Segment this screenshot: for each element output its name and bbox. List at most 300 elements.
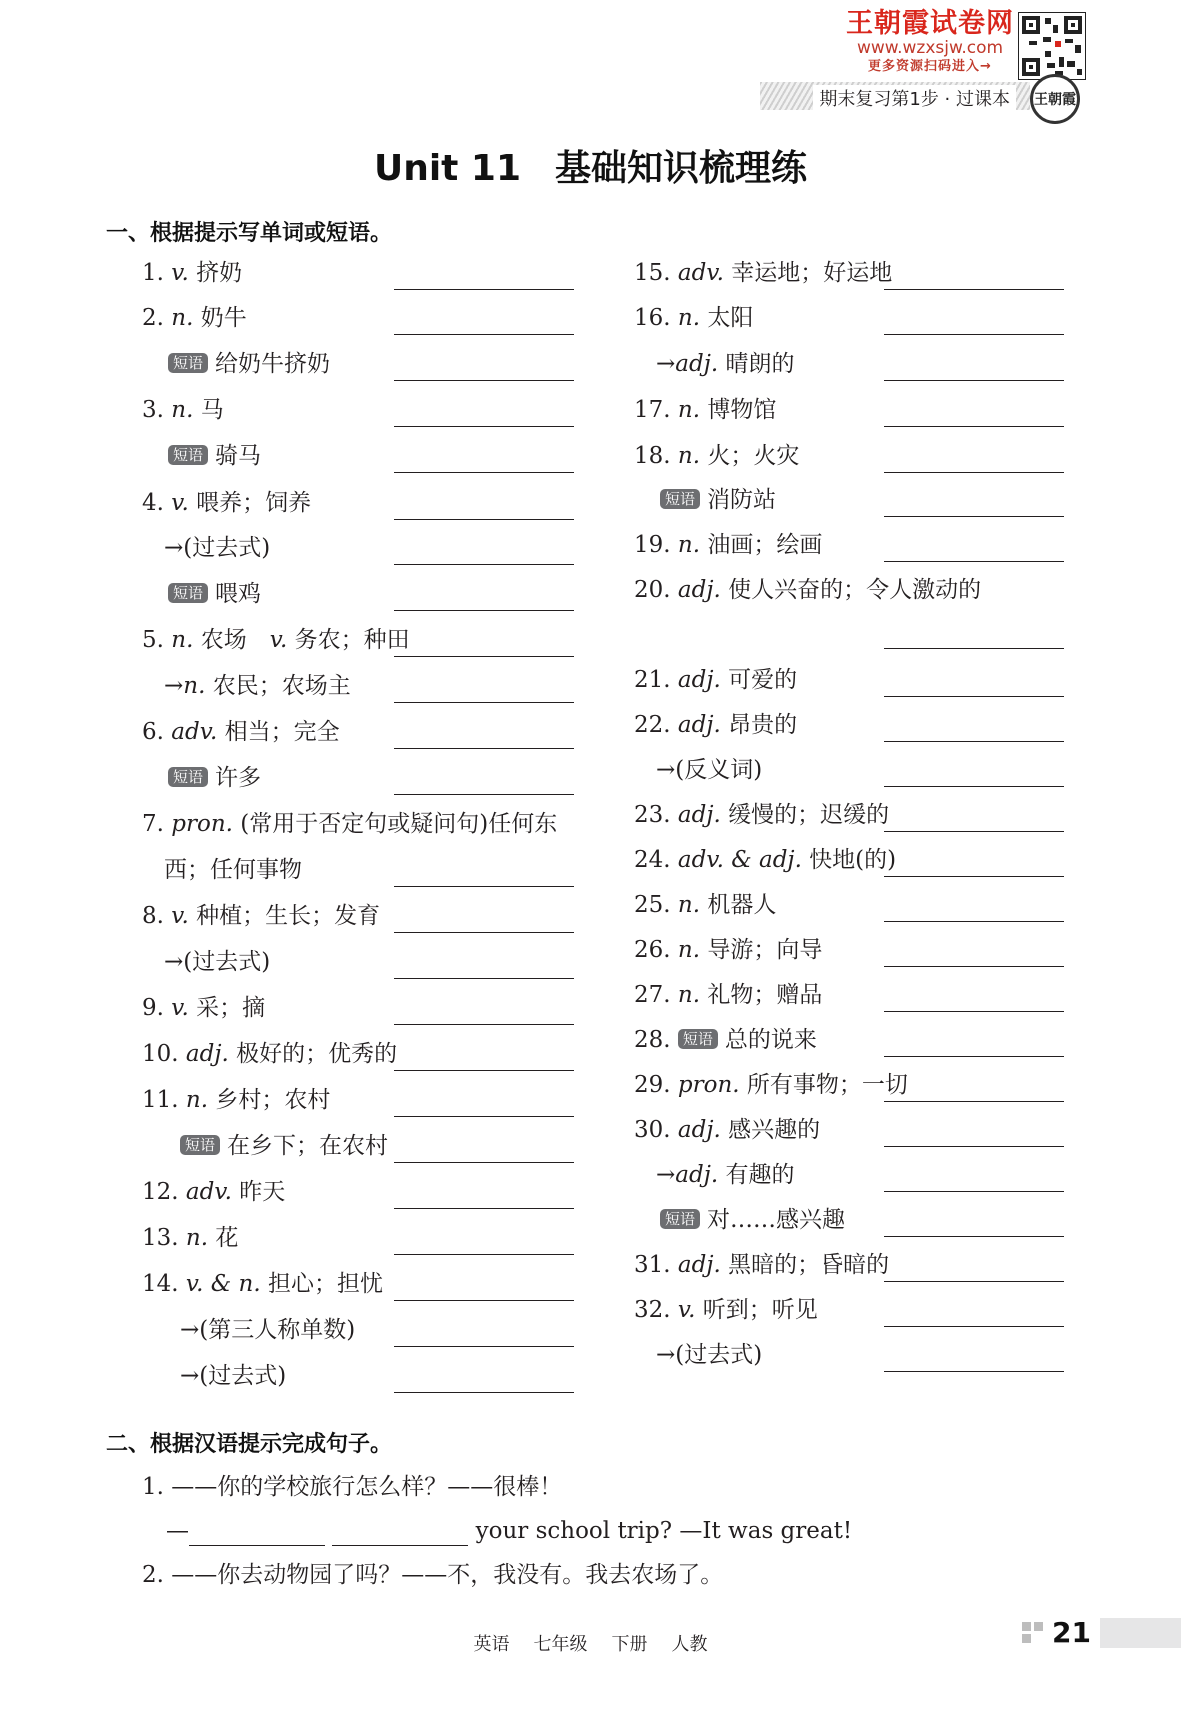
item-label bbox=[634, 575, 981, 605]
part-of-speech: adv. & adj. bbox=[677, 847, 802, 873]
section-1-heading: 一、根据提示写单词或短语。 bbox=[106, 221, 393, 246]
item-meaning: 采；摘 bbox=[188, 995, 266, 1021]
phrase-badge: 短语 bbox=[180, 1135, 220, 1155]
item-meaning: 有趣的 bbox=[718, 1162, 795, 1188]
item-label bbox=[634, 665, 797, 695]
answer-blank[interactable] bbox=[884, 966, 1064, 967]
item-meaning: →(反义词) bbox=[656, 757, 763, 783]
footer-grade: 七年级 bbox=[533, 1634, 588, 1655]
answer-blank[interactable] bbox=[394, 1392, 574, 1393]
answer-blank[interactable] bbox=[884, 741, 1064, 742]
item-meaning: →(第三人称单数) bbox=[180, 1317, 356, 1343]
list-item bbox=[634, 845, 1064, 875]
part-of-speech: adv. bbox=[677, 260, 724, 286]
answer-blank[interactable] bbox=[394, 978, 574, 979]
item-label bbox=[142, 1085, 330, 1115]
answer-blank[interactable] bbox=[884, 1191, 1064, 1192]
answer-blank[interactable] bbox=[884, 289, 1064, 290]
item-label bbox=[142, 993, 265, 1023]
answer-blank[interactable] bbox=[884, 426, 1064, 427]
part-of-speech: n. bbox=[677, 532, 701, 558]
part-of-speech: v. bbox=[171, 490, 189, 516]
item-label bbox=[142, 1223, 238, 1253]
part-of-speech: v. bbox=[171, 995, 189, 1021]
item-number: 17. bbox=[634, 397, 678, 423]
list-item bbox=[168, 349, 574, 379]
footer-edition: 人教 bbox=[671, 1634, 708, 1655]
item-label bbox=[634, 395, 776, 425]
answer-blank[interactable] bbox=[394, 748, 574, 749]
item-meaning: 导游；向导 bbox=[700, 937, 823, 963]
item-label bbox=[142, 1269, 383, 1299]
answer-blank[interactable] bbox=[394, 1254, 574, 1255]
item-number: 19. bbox=[634, 532, 678, 558]
page-bar bbox=[1100, 1618, 1181, 1648]
item-meaning: 喂鸡 bbox=[215, 581, 262, 607]
list-item bbox=[634, 1115, 1064, 1145]
part-of-speech: adj. bbox=[677, 802, 721, 828]
phrase-badge: 短语 bbox=[678, 1029, 718, 1049]
part-of-speech: pron. bbox=[171, 811, 233, 837]
answer-blank[interactable] bbox=[394, 886, 574, 887]
item-number: 16. bbox=[634, 305, 678, 331]
qr-code-icon[interactable] bbox=[1018, 12, 1086, 80]
part-of-speech: adj. bbox=[677, 667, 721, 693]
list-item bbox=[634, 395, 1064, 425]
question-1-english bbox=[166, 1516, 852, 1546]
seal-text: 王朝霞 bbox=[1034, 92, 1076, 108]
item-label bbox=[142, 625, 410, 655]
part-of-speech: n. bbox=[183, 673, 206, 699]
item-meaning: 昨天 bbox=[231, 1179, 286, 1205]
answer-blank[interactable] bbox=[884, 1011, 1064, 1012]
item-meaning: →(过去式) bbox=[656, 1342, 763, 1368]
item-label bbox=[656, 349, 794, 379]
list-item bbox=[634, 303, 1064, 333]
list-item bbox=[634, 1295, 1064, 1325]
list-item bbox=[656, 755, 1064, 785]
part-of-speech: pron. bbox=[677, 1072, 740, 1098]
item-meaning: 可爱的 bbox=[720, 667, 798, 693]
item-meaning: 缓慢的；迟缓的 bbox=[720, 802, 890, 828]
item-label bbox=[634, 1115, 820, 1145]
q1-suffix: your school trip? —It was great! bbox=[468, 1518, 853, 1544]
item-meaning: 马 bbox=[193, 397, 224, 423]
answer-blank[interactable] bbox=[884, 516, 1064, 517]
item-number: 8. bbox=[142, 903, 172, 929]
item-meaning: 种植；生长；发育 bbox=[188, 903, 381, 929]
item-label bbox=[168, 763, 261, 793]
answer-blank[interactable] bbox=[394, 1346, 574, 1347]
answer-blank[interactable] bbox=[884, 380, 1064, 381]
answer-blank[interactable] bbox=[884, 1146, 1064, 1147]
item-label bbox=[660, 1205, 845, 1235]
list-item bbox=[142, 1039, 574, 1069]
item-meaning: 骑马 bbox=[215, 443, 262, 469]
item-number: 7. bbox=[142, 811, 172, 837]
brand-name: 王朝霞试卷网 bbox=[846, 8, 1014, 39]
part-of-speech: adj. bbox=[675, 1162, 719, 1188]
list-item bbox=[142, 809, 574, 839]
item-number: 32. bbox=[634, 1297, 678, 1323]
item-meaning: 农场 bbox=[193, 627, 270, 653]
answer-blank[interactable] bbox=[884, 334, 1064, 335]
item-meaning: 在乡下；在农村 bbox=[227, 1133, 389, 1159]
step-label: 期末复习第1步 · 过课本 bbox=[813, 85, 1016, 111]
item-label bbox=[634, 935, 822, 965]
answer-blank[interactable] bbox=[394, 1208, 574, 1209]
seal-logo bbox=[1030, 74, 1080, 124]
item-number: 4. bbox=[142, 490, 172, 516]
list-item bbox=[634, 710, 1064, 740]
item-label bbox=[634, 980, 822, 1010]
item-label bbox=[180, 1131, 388, 1161]
part-of-speech: adj. bbox=[677, 577, 721, 603]
item-label bbox=[142, 303, 247, 333]
item-number: 21. bbox=[634, 667, 678, 693]
item-number: 5. bbox=[142, 627, 172, 653]
answer-blank[interactable] bbox=[394, 1116, 574, 1117]
list-item bbox=[168, 763, 574, 793]
item-meaning: 许多 bbox=[215, 765, 262, 791]
item-meaning: 相当；完全 bbox=[217, 719, 340, 745]
part-of-speech: adj. bbox=[677, 1117, 721, 1143]
answer-blank[interactable] bbox=[394, 426, 574, 427]
item-meaning: 博物馆 bbox=[700, 397, 777, 423]
list-item bbox=[142, 395, 574, 425]
list-item bbox=[142, 1177, 574, 1207]
list-item bbox=[656, 1160, 1064, 1190]
item-number: 24. bbox=[634, 847, 678, 873]
part-of-speech: n. bbox=[677, 397, 701, 423]
title-name: 基础知识梳理练 bbox=[555, 148, 808, 189]
footer bbox=[0, 1630, 1181, 1656]
answer-blank[interactable] bbox=[332, 1521, 468, 1546]
part-of-speech: n. bbox=[677, 892, 701, 918]
part-of-speech: adj. bbox=[677, 1252, 721, 1278]
arrow-icon: → bbox=[164, 673, 184, 699]
item-meaning: →(过去式) bbox=[180, 1363, 287, 1389]
item-number: 20. bbox=[634, 577, 678, 603]
item-label bbox=[142, 901, 380, 931]
item-meaning: 快地(的) bbox=[801, 847, 897, 873]
list-item bbox=[142, 303, 574, 333]
brand-block bbox=[845, 10, 1015, 73]
item-label bbox=[142, 1039, 397, 1069]
item-meaning: 太阳 bbox=[700, 305, 754, 331]
item-label bbox=[660, 485, 776, 515]
item-label bbox=[656, 1340, 762, 1370]
page-number: 21 bbox=[1052, 1616, 1091, 1649]
item-number: 15. bbox=[634, 260, 678, 286]
answer-blank[interactable] bbox=[884, 561, 1064, 562]
answer-blank[interactable] bbox=[394, 610, 574, 611]
list-item bbox=[656, 1340, 1064, 1370]
part-of-speech: v. bbox=[171, 260, 189, 286]
item-label bbox=[634, 890, 776, 920]
item-number: 25. bbox=[634, 892, 678, 918]
item-label bbox=[634, 1025, 817, 1055]
item-meaning: 挤奶 bbox=[188, 260, 243, 286]
part-of-speech: adj. bbox=[675, 351, 719, 377]
answer-blank[interactable] bbox=[884, 876, 1064, 877]
item-label bbox=[634, 1070, 908, 1100]
item-meaning: 喂养；饲养 bbox=[188, 490, 312, 516]
item-number: 18. bbox=[634, 443, 678, 469]
item-meaning: 总的说来 bbox=[724, 1027, 817, 1053]
item-label bbox=[168, 441, 261, 471]
part-of-speech: v. bbox=[269, 627, 288, 653]
list-item bbox=[142, 717, 574, 747]
item-meaning: 晴朗的 bbox=[718, 351, 795, 377]
item-label bbox=[634, 800, 889, 830]
item-label bbox=[634, 1295, 818, 1325]
list-item bbox=[634, 575, 1064, 605]
item-label bbox=[164, 533, 270, 563]
list-item bbox=[142, 488, 574, 518]
brand-url[interactable]: www.wzxsjw.com bbox=[856, 38, 1004, 58]
list-item bbox=[164, 947, 574, 977]
step-banner bbox=[760, 82, 1030, 110]
part-of-speech: v. bbox=[171, 903, 189, 929]
item-meaning: 乡村；农村 bbox=[208, 1087, 331, 1113]
item-label bbox=[142, 488, 311, 518]
item-label bbox=[168, 579, 261, 609]
item-number: 12. bbox=[142, 1179, 186, 1205]
list-item bbox=[180, 1361, 574, 1391]
unit-label: Unit 11 bbox=[373, 148, 522, 189]
item-number: 6. bbox=[142, 719, 172, 745]
item-number: 27. bbox=[634, 982, 678, 1008]
section-2-heading: 二、根据汉语提示完成句子。 bbox=[106, 1432, 393, 1457]
item-meaning: 所有事物；一切 bbox=[739, 1072, 908, 1098]
item-number: 28. bbox=[634, 1027, 678, 1053]
answer-blank[interactable] bbox=[884, 921, 1064, 922]
part-of-speech: n. bbox=[677, 937, 701, 963]
item-meaning: 火；火灾 bbox=[700, 443, 800, 469]
item-number: 10. bbox=[142, 1041, 186, 1067]
item-number: 9. bbox=[142, 995, 172, 1021]
item-label bbox=[142, 1177, 285, 1207]
item-label bbox=[656, 1160, 794, 1190]
part-of-speech: v. bbox=[677, 1297, 696, 1323]
answer-blank[interactable] bbox=[884, 1326, 1064, 1327]
answer-blank[interactable] bbox=[189, 1521, 325, 1546]
answer-blank[interactable] bbox=[394, 702, 574, 703]
list-item bbox=[634, 665, 1064, 695]
answer-blank[interactable] bbox=[884, 648, 1064, 649]
answer-blank[interactable] bbox=[884, 1236, 1064, 1237]
item-number: 13. bbox=[142, 1225, 186, 1251]
list-item bbox=[168, 441, 574, 471]
item-number: 29. bbox=[634, 1072, 678, 1098]
list-item bbox=[634, 1250, 1064, 1280]
item-label bbox=[634, 845, 896, 875]
item-number: 14. bbox=[142, 1271, 186, 1297]
item-meaning: 花 bbox=[208, 1225, 239, 1251]
item-meaning: 听到；听见 bbox=[695, 1297, 818, 1323]
list-item bbox=[164, 533, 574, 563]
list-item bbox=[164, 855, 574, 885]
item-meaning: 给奶牛挤奶 bbox=[215, 351, 331, 377]
part-of-speech: adj. bbox=[677, 712, 721, 738]
item-meaning: 西；任何事物 bbox=[164, 857, 302, 883]
item-label bbox=[142, 258, 242, 288]
item-number: 31. bbox=[634, 1252, 678, 1278]
answer-blank[interactable] bbox=[884, 696, 1064, 697]
footer-subject: 英语 bbox=[473, 1634, 510, 1655]
scan-hint: 更多资源扫码进入→ bbox=[868, 59, 992, 74]
item-meaning: 务农；种田 bbox=[287, 627, 410, 653]
item-label bbox=[634, 1250, 889, 1280]
list-item bbox=[634, 980, 1064, 1010]
answer-blank[interactable] bbox=[884, 786, 1064, 787]
answer-blank[interactable] bbox=[394, 1024, 574, 1025]
item-meaning: 农民；农场主 bbox=[205, 673, 351, 699]
item-label bbox=[634, 441, 799, 471]
list-item bbox=[660, 485, 1064, 515]
phrase-badge: 短语 bbox=[168, 445, 208, 465]
answer-blank[interactable] bbox=[394, 564, 574, 565]
item-meaning: 对……感兴趣 bbox=[707, 1207, 846, 1233]
list-item bbox=[180, 1315, 574, 1345]
part-of-speech: n. bbox=[185, 1225, 209, 1251]
question-2-chinese: 2. ——你去动物园了吗？——不，我没有。我去农场了。 bbox=[142, 1562, 724, 1588]
item-label bbox=[164, 855, 302, 885]
q1-prefix: — bbox=[166, 1518, 189, 1544]
item-number: 2. bbox=[142, 305, 172, 331]
item-meaning: (常用于否定句或疑问句)任何东 bbox=[232, 811, 558, 837]
list-item bbox=[142, 1223, 574, 1253]
list-item bbox=[634, 890, 1064, 920]
item-meaning: 感兴趣的 bbox=[720, 1117, 821, 1143]
answer-blank[interactable] bbox=[394, 1300, 574, 1301]
item-meaning: 使人兴奋的；令人激动的 bbox=[720, 577, 982, 603]
answer-blank[interactable] bbox=[394, 289, 574, 290]
answer-blank[interactable] bbox=[394, 334, 574, 335]
item-number: 30. bbox=[634, 1117, 678, 1143]
item-number: 3. bbox=[142, 397, 172, 423]
part-of-speech: adv. bbox=[171, 719, 218, 745]
page-dots-icon bbox=[1022, 1622, 1044, 1644]
list-item bbox=[656, 349, 1064, 379]
footer-volume: 下册 bbox=[611, 1634, 648, 1655]
item-meaning: 消防站 bbox=[707, 487, 777, 513]
item-meaning: 幸运地；好运地 bbox=[723, 260, 893, 286]
part-of-speech: v. & n. bbox=[185, 1271, 261, 1297]
list-item bbox=[142, 258, 574, 288]
item-number: 26. bbox=[634, 937, 678, 963]
phrase-badge: 短语 bbox=[660, 489, 700, 509]
list-item bbox=[634, 1025, 1064, 1055]
item-label bbox=[168, 349, 330, 379]
item-label bbox=[180, 1315, 355, 1345]
item-meaning: 黑暗的；昏暗的 bbox=[720, 1252, 890, 1278]
list-item bbox=[634, 935, 1064, 965]
answer-blank[interactable] bbox=[394, 380, 574, 381]
list-item bbox=[142, 1085, 574, 1115]
list-item bbox=[168, 579, 574, 609]
answer-blank[interactable] bbox=[394, 656, 574, 657]
phrase-badge: 短语 bbox=[168, 767, 208, 787]
phrase-badge: 短语 bbox=[168, 583, 208, 603]
answer-blank[interactable] bbox=[394, 794, 574, 795]
item-meaning: 担心；担忧 bbox=[260, 1271, 383, 1297]
answer-blank[interactable] bbox=[884, 831, 1064, 832]
phrase-badge: 短语 bbox=[168, 353, 208, 373]
item-label bbox=[164, 947, 270, 977]
part-of-speech: adv. bbox=[185, 1179, 232, 1205]
list-item bbox=[660, 1205, 1064, 1235]
item-meaning: 油画；绘画 bbox=[700, 532, 823, 558]
item-number: 1. bbox=[142, 260, 172, 286]
item-label bbox=[180, 1361, 286, 1391]
item-label bbox=[142, 809, 557, 839]
answer-blank[interactable] bbox=[394, 1070, 574, 1071]
list-item bbox=[142, 625, 574, 655]
item-label bbox=[656, 755, 762, 785]
item-meaning: 礼物；赠品 bbox=[700, 982, 823, 1008]
answer-blank[interactable] bbox=[394, 1162, 574, 1163]
item-meaning: 极好的；优秀的 bbox=[228, 1041, 398, 1067]
answer-blank[interactable] bbox=[884, 1056, 1064, 1057]
item-label bbox=[634, 303, 753, 333]
item-label bbox=[142, 717, 340, 747]
answer-blank[interactable] bbox=[884, 1371, 1064, 1372]
list-item bbox=[634, 530, 1064, 560]
list-item bbox=[634, 258, 1064, 288]
item-number: 11. bbox=[142, 1087, 186, 1113]
part-of-speech: adj. bbox=[185, 1041, 229, 1067]
question-1-chinese: 1. ——你的学校旅行怎么样？——很棒！ bbox=[142, 1474, 563, 1500]
item-meaning: →(过去式) bbox=[164, 949, 271, 975]
arrow-icon: → bbox=[656, 351, 676, 377]
list-item bbox=[180, 1131, 574, 1161]
list-item bbox=[164, 671, 574, 701]
list-item bbox=[142, 1269, 574, 1299]
part-of-speech: n. bbox=[677, 982, 701, 1008]
answer-blank[interactable] bbox=[884, 1281, 1064, 1282]
answer-blank[interactable] bbox=[884, 472, 1064, 473]
item-number: 23. bbox=[634, 802, 678, 828]
part-of-speech: n. bbox=[185, 1087, 209, 1113]
list-item bbox=[634, 1070, 1064, 1100]
part-of-speech: n. bbox=[171, 305, 194, 331]
part-of-speech: n. bbox=[171, 397, 194, 423]
answer-blank[interactable] bbox=[394, 932, 574, 933]
part-of-speech: n. bbox=[677, 443, 701, 469]
list-item bbox=[142, 901, 574, 931]
item-label bbox=[634, 530, 822, 560]
answer-blank[interactable] bbox=[884, 1101, 1064, 1102]
phrase-badge: 短语 bbox=[660, 1209, 700, 1229]
answer-blank[interactable] bbox=[394, 472, 574, 473]
list-item bbox=[634, 441, 1064, 471]
page-title bbox=[0, 140, 1181, 191]
item-label bbox=[634, 258, 892, 288]
list-item bbox=[142, 993, 574, 1023]
answer-blank[interactable] bbox=[394, 519, 574, 520]
part-of-speech: n. bbox=[677, 305, 701, 331]
list-item bbox=[634, 800, 1064, 830]
item-meaning: 昂贵的 bbox=[720, 712, 798, 738]
item-meaning: 机器人 bbox=[700, 892, 777, 918]
item-label bbox=[634, 710, 797, 740]
item-label bbox=[164, 671, 351, 701]
arrow-icon: → bbox=[656, 1162, 676, 1188]
item-meaning: 奶牛 bbox=[193, 305, 247, 331]
part-of-speech: n. bbox=[171, 627, 194, 653]
